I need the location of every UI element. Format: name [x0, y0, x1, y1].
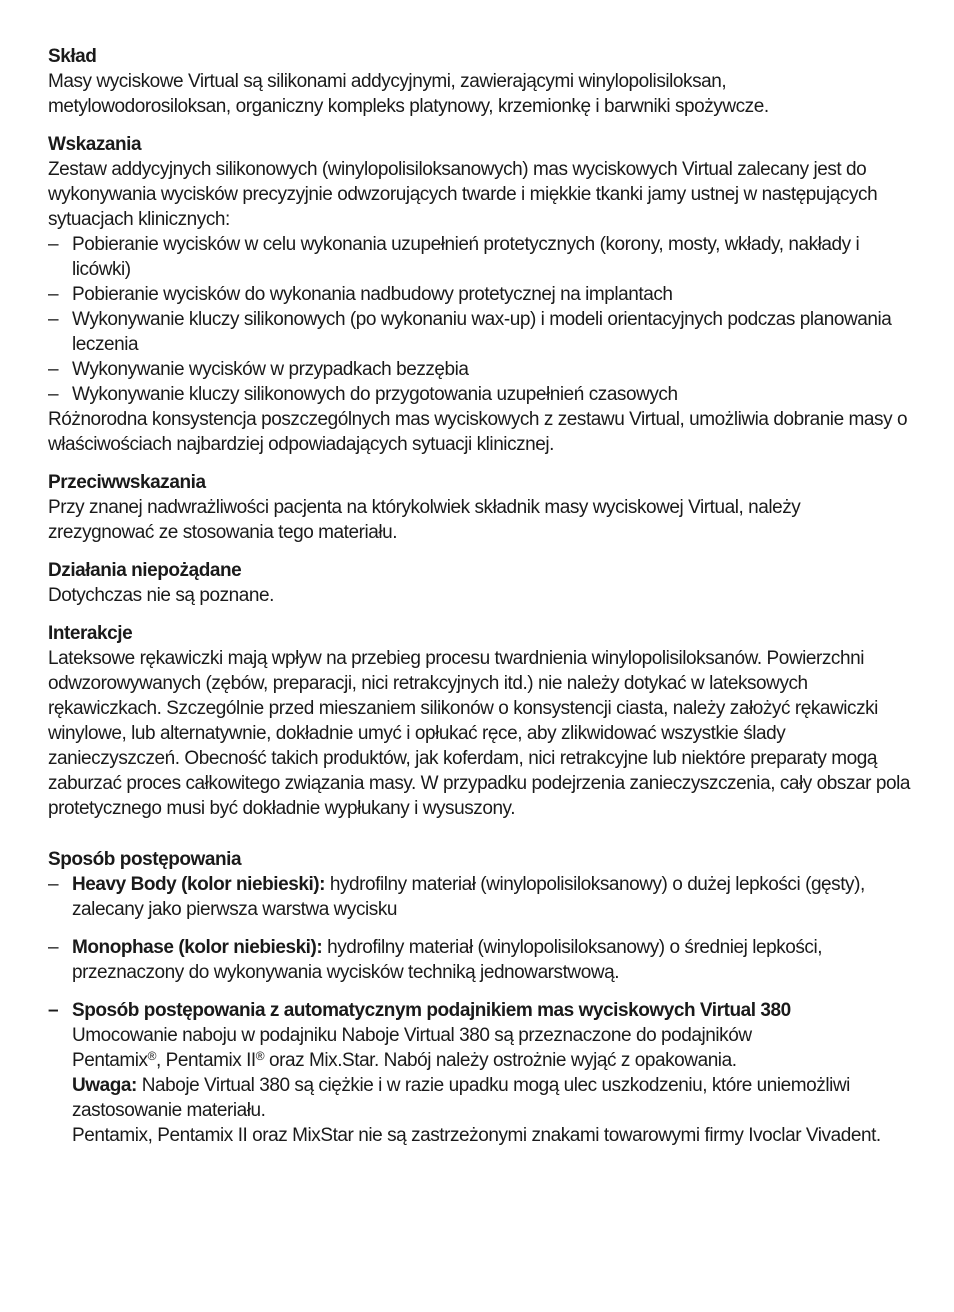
section-dzialania	[48, 558, 910, 608]
list-item-heavy-body	[48, 872, 910, 922]
uwaga-note	[72, 1073, 910, 1123]
uwaga-text: Naboje Virtual 380 są ciężkie i w razie upadku mogą ulec uszkodzeniu, które uniemożliwi zastosowanie materiału.	[72, 1075, 850, 1121]
trademark-note: Pentamix, Pentamix II oraz MixStar nie są zastrzeżonymi znakami towarowymi firmy Ivoclar Vivadent.	[72, 1125, 881, 1146]
wskazania-intro: Zestaw addycyjnych silikonowych (winylopolisiloksanowych) mas wyciskowych Virtual zalecany jest do wykonywania wycisków precyzyjnie odwzorujących twarde i miękkie tkanki jamy ustnej w następujących sytuacjach klinicznych:	[48, 159, 878, 230]
heavy-body-text: hydrofilny materiał (winylopolisiloksanowy) o dużej lepkości (gęsty), zalecany jako pierwsza warstwa wycisku	[72, 874, 865, 920]
automatic-dispenser-line2	[72, 1048, 910, 1073]
heavy-body-label: Heavy Body (kolor niebieski):	[72, 874, 326, 895]
heading-interakcje: Interakcje	[48, 623, 133, 644]
mixstar-text: oraz Mix.Star. Nabój należy ostrożnie wyjąć z opakowania.	[264, 1050, 737, 1071]
automatic-dispenser-line1: Umocowanie naboju w podajniku Naboje Virtual 380 są przeznaczone do podajników	[72, 1025, 752, 1046]
section-interakcje	[48, 621, 910, 821]
registered-mark: ®	[147, 1049, 157, 1063]
heading-sklad: Skład	[48, 46, 97, 67]
list-item: – Pobieranie wycisków do wykonania nadbudowy protetycznej na implantach	[48, 282, 910, 307]
uwaga-label: Uwaga:	[72, 1075, 137, 1096]
monophase-label: Monophase (kolor niebieski):	[72, 937, 323, 958]
wskazania-list	[48, 232, 910, 407]
sposob-list	[48, 872, 910, 1148]
section-wskazania	[48, 132, 910, 457]
list-item-automatic-dispenser	[48, 998, 910, 1148]
interakcje-text: Lateksowe rękawiczki mają wpływ na przebieg procesu twardnienia winylopolisiloksanów. Powierzchni odwzorowywanych (zębów, preparacji, nici retrakcyjnych itd.) nie należy dotykać w lateksowych rękawiczkach. Szczególnie przed mieszaniem silikonów o konsystencji ciasta, należy założyć rękawiczki winylowe, lub alternatywnie, dokładnie umyć i opłukać ręce, aby zlikwidować wszystkie ślady zanieczyszczeń. Obecność takich produktów, jak koferdam, nici retrakcyjne lub niektóre preparaty mogą zaburzać proces całkowitego związania masy. W przypadku podejrzenia zanieczyszczenia, cały obszar pola protetycznego musi być dokładnie wypłukany i wysuszony.	[48, 648, 910, 819]
heading-przeciwwskazania: Przeciwwskazania	[48, 472, 206, 493]
section-sklad	[48, 44, 910, 119]
pentamix-ii-text: , Pentamix II	[156, 1050, 256, 1071]
document-page	[48, 44, 910, 1161]
section-przeciwwskazania	[48, 470, 910, 545]
dzialania-text: Dotychczas nie są poznane.	[48, 585, 274, 606]
list-item-monophase	[48, 935, 910, 985]
list-item: – Wykonywanie wycisków w przypadkach bezzębia	[48, 357, 910, 382]
registered-mark: ®	[255, 1049, 265, 1063]
list-item: – Wykonywanie kluczy silikonowych do przygotowania uzupełnień czasowych	[48, 382, 910, 407]
sklad-text: Masy wyciskowe Virtual są silikonami addycyjnymi, zawierającymi winylopolisiloksan, metylowodorosiloksan, organiczny kompleks platynowy, krzemionkę i barwniki spożywcze.	[48, 71, 769, 117]
list-item: – Pobieranie wycisków w celu wykonania uzupełnień protetycznych (korony, mosty, wkłady, nakłady i licówki)	[48, 232, 910, 282]
wskazania-outro: Różnorodna konsystencja poszczególnych mas wyciskowych z zestawu Virtual, umożliwia dobranie masy o właściwościach najbardziej odpowiadających sytuacji klinicznej.	[48, 409, 908, 455]
heading-sposob: Sposób postępowania	[48, 849, 242, 870]
pentamix-text: Pentamix	[72, 1050, 148, 1071]
heading-wskazania: Wskazania	[48, 134, 142, 155]
przeciwwskazania-text: Przy znanej nadwrażliwości pacjenta na którykolwiek składnik masy wyciskowej Virtual, należy zrezygnować ze stosowania tego materiału.	[48, 497, 801, 543]
heading-dzialania: Działania niepożądane	[48, 560, 242, 581]
monophase-text: hydrofilny materiał (winylopolisiloksanowy) o średniej lepkości, przeznaczony do wykonywania wycisków techniką jednowarstwową.	[72, 937, 823, 983]
section-sposob	[48, 847, 910, 1148]
list-item: – Wykonywanie kluczy silikonowych (po wykonaniu wax-up) i modeli orientacyjnych podczas planowania leczenia	[48, 307, 910, 357]
automatic-dispenser-heading: – Sposób postępowania z automatycznym podajnikiem mas wyciskowych Virtual 380	[72, 1000, 791, 1021]
